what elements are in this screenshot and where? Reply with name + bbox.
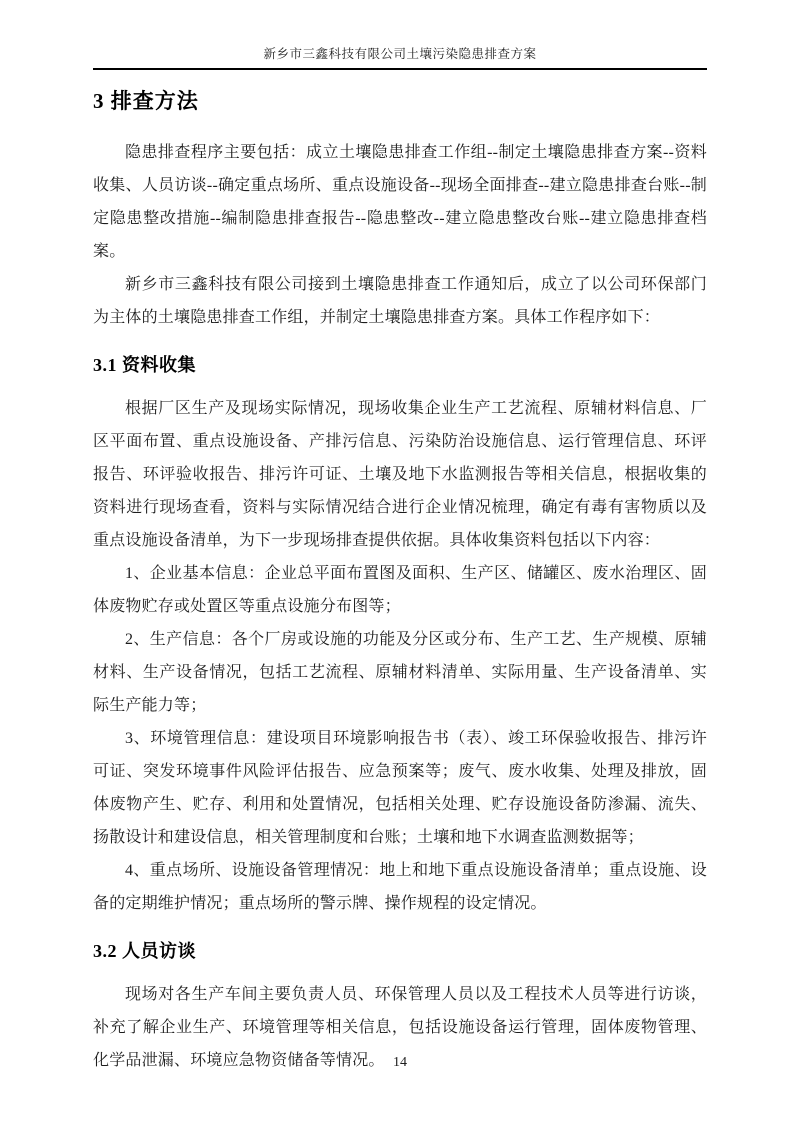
page-header (93, 44, 707, 70)
intro-paragraph-1: 隐患排查程序主要包括：成立土壤隐患排查工作组--制定土壤隐患排查方案--资料收集、人员访谈--确定重点场所、重点设施设备--现场全面排查--建立隐患排查台账--制定隐患整改措施--编制隐患排查报告--隐患整改--建立隐患整改台账--建立隐患排查档案。 (93, 144, 707, 260)
chapter-heading: 3 排查方法 (93, 89, 199, 113)
section-3-1-item-4: 4、重点场所、设施设备管理情况：地上和地下重点设施设备清单；重点设施、设备的定期维护情况；重点场所的警示牌、操作规程的设定情况。 (93, 862, 707, 912)
section-heading-3-2: 3.2 人员访谈 (93, 941, 196, 961)
section-heading-3-1: 3.1 资料收集 (93, 355, 196, 375)
page-footer (0, 1055, 800, 1071)
page-number: 14 (393, 1055, 407, 1070)
section-3-2-paragraph: 现场对各生产车间主要负责人员、环保管理人员以及工程技术人员等进行访谈，补充了解企业生产、环境管理等相关信息，包括设施设备运行管理，固体废物管理、化学品泄漏、环境应急物资储备等情况。 (93, 986, 707, 1069)
section-3-1-paragraph: 根据厂区生产及现场实际情况，现场收集企业生产工艺流程、原辅材料信息、厂区平面布置、重点设施设备、产排污信息、污染防治设施信息、运行管理信息、环评报告、环评验收报告、排污许可证、土壤及地下水监测报告等相关信息，根据收集的资料进行现场查看，资料与实际情况结合进行企业情况梳理，确定有毒有害物质以及重点设施设备清单，为下一步现场排查提供依据。具体收集资料包括以下内容： (93, 400, 707, 549)
section-3-1-item-2: 2、生产信息：各个厂房或设施的功能及分区或分布、生产工艺、生产规模、原辅材料、生产设备情况，包括工艺流程、原辅材料清单、实际用量、生产设备清单、实际生产能力等； (93, 631, 707, 714)
section-3-1-item-1: 1、企业基本信息：企业总平面布置图及面积、生产区、储罐区、废水治理区、固体废物贮存或处置区等重点设施分布图等； (93, 565, 707, 615)
section-3-1-item-3: 3、环境管理信息：建设项目环境影响报告书（表）、竣工环保验收报告、排污许可证、突发环境事件风险评估报告、应急预案等；废气、废水收集、处理及排放，固体废物产生、贮存、利用和处置情况，包括相关处理、贮存设施设备防渗漏、流失、扬散设计和建设信息，相关管理制度和台账；土壤和地下水调查监测数据等； (93, 730, 707, 846)
header-title: 新乡市三鑫科技有限公司土壤污染隐患排查方案 (263, 47, 537, 61)
intro-paragraph-2: 新乡市三鑫科技有限公司接到土壤隐患排查工作通知后，成立了以公司环保部门为主体的土壤隐患排查工作组，并制定土壤隐患排查方案。具体工作程序如下： (93, 276, 707, 326)
